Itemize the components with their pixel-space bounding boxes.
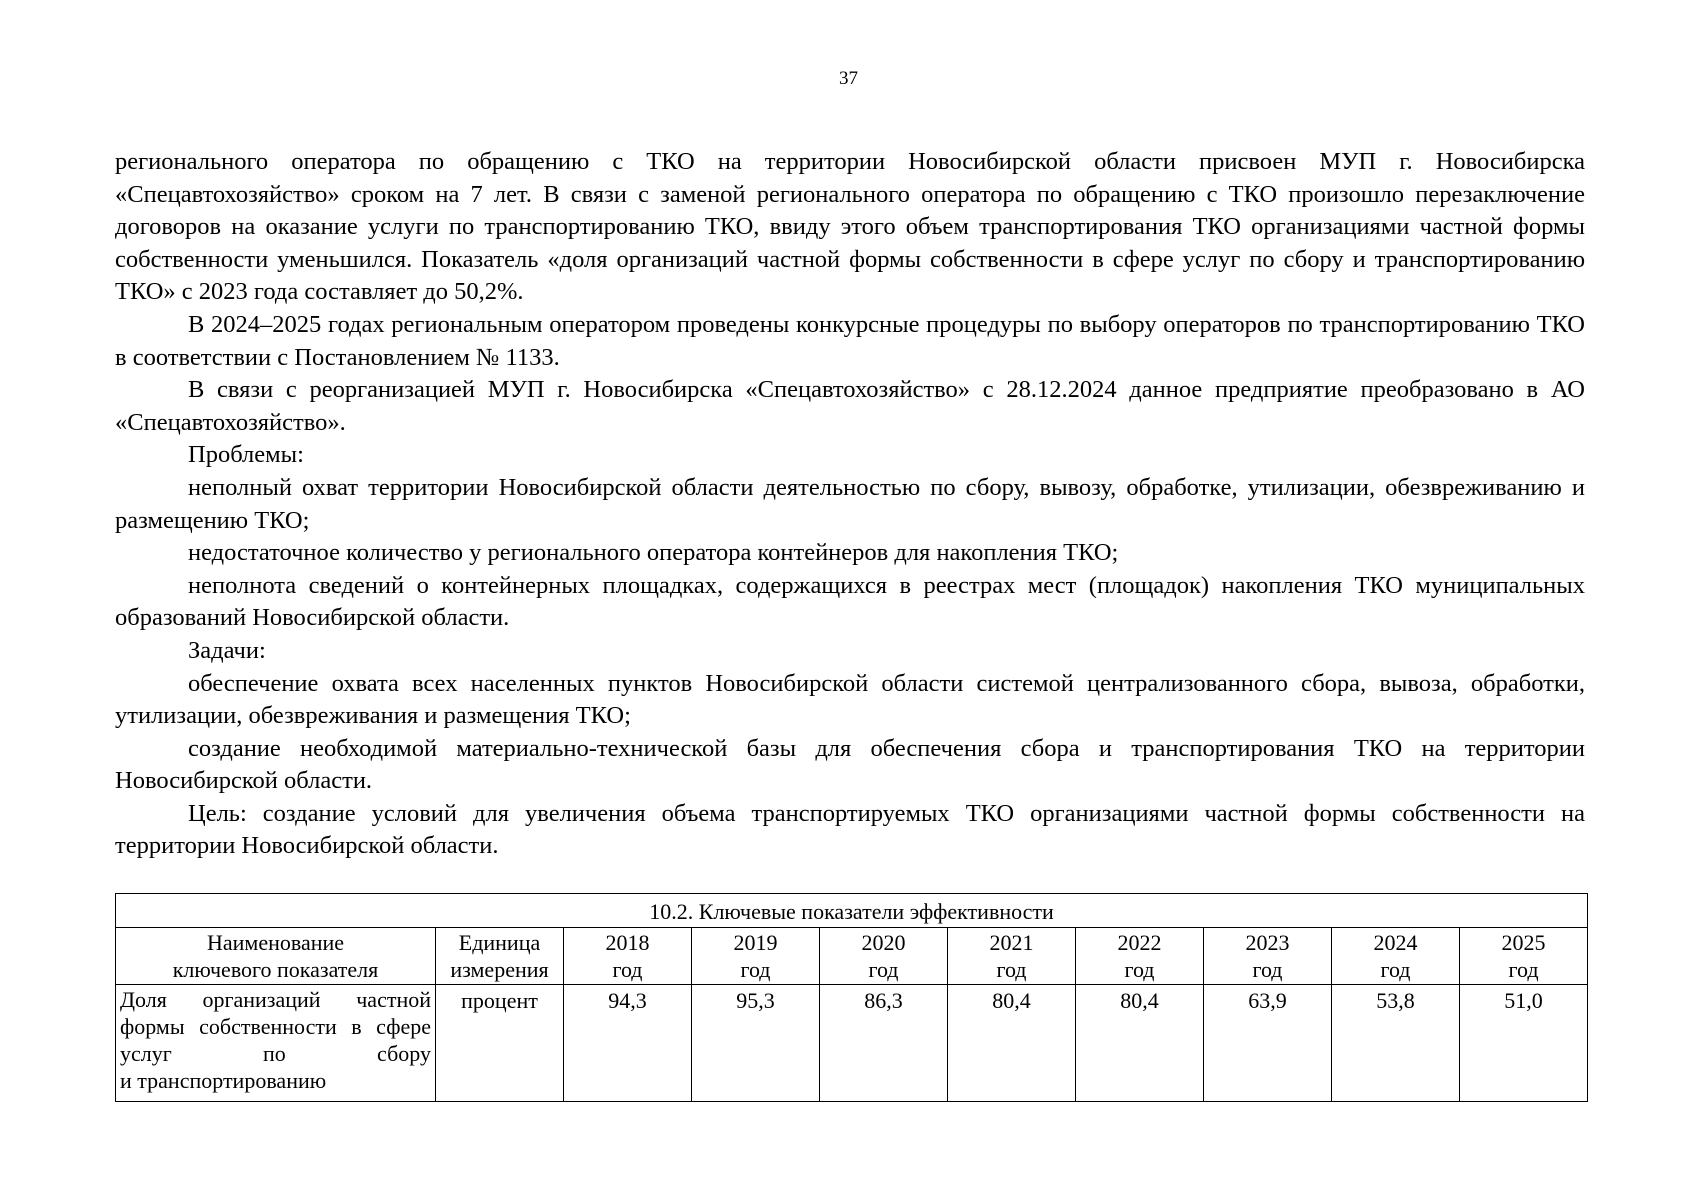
header-year: [820, 928, 948, 985]
header-year-value: 2023: [1245, 930, 1290, 955]
list-item: обеспечение охвата всех населенных пунктов Новосибирской области системой централизованного сбора, вывоза, обработки, утилизации, обезвреживания и размещения ТКО;: [115, 669, 1585, 730]
section-heading-tasks: Задачи:: [188, 636, 266, 664]
value-cell: 94,3: [564, 985, 692, 1102]
header-year: [1076, 928, 1204, 985]
header-year-value: 2019: [733, 930, 778, 955]
header-unit-line2: измерения: [450, 957, 549, 982]
header-year-suffix: год: [1124, 957, 1155, 982]
table-caption-row: [116, 894, 1588, 928]
header-year-value: 2025: [1501, 930, 1546, 955]
header-unit-line1: Единица: [458, 930, 541, 955]
list-item: неполнота сведений о контейнерных площадках, содержащихся в реестрах мест (площадок) накопления ТКО муниципальных образований Новосибирской области.: [115, 571, 1585, 632]
value-cell: 86,3: [820, 985, 948, 1102]
value-cell: 95,3: [692, 985, 820, 1102]
paragraph: В связи с реорганизацией МУП г. Новосибирска «Спецавтохозяйство» с 28.12.2024 данное предприятие преобразовано в АО «Спецавтохозяйство».: [115, 376, 1585, 436]
header-unit: [436, 928, 564, 985]
header-year-value: 2020: [861, 930, 906, 955]
table-row: [116, 985, 1588, 1102]
goal-paragraph: Цель: создание условий для увеличения объема транспортируемых ТКО организациями частной формы собственности на территории Новосибирской области.: [115, 799, 1585, 860]
header-year-suffix: год: [1508, 957, 1539, 982]
page-number: 37: [839, 68, 858, 89]
header-year: [1460, 928, 1588, 985]
header-year-suffix: год: [740, 957, 771, 982]
section-heading-problems: Проблемы:: [188, 441, 304, 469]
list-item: создание необходимой материально-технической базы для обеспечения сбора и транспортирования ТКО на территории Новосибирской области.: [115, 734, 1585, 795]
list-item: неполный охват территории Новосибирской области деятельностью по сбору, вывозу, обработке, утилизации, обезвреживанию и размещению ТКО;: [115, 473, 1585, 534]
indicator-name-cell: [116, 985, 436, 1102]
header-year-suffix: год: [1380, 957, 1411, 982]
value-cell: 80,4: [948, 985, 1076, 1102]
indicator-name-last-line: и транспортированию: [120, 1068, 327, 1093]
unit-cell: процент: [436, 985, 564, 1102]
header-year-value: 2018: [605, 930, 650, 955]
header-year-value: 2024: [1373, 930, 1418, 955]
header-year-suffix: год: [996, 957, 1027, 982]
paragraph: регионального оператора по обращению с ТКО на территории Новосибирской области присвоен МУП г. Новосибирска «Спецавтохозяйство» сроком на 7 лет. В связи с заменой регионального оператора по обращению с ТКО произошло перезаключение договоров на оказание услуги по транспортированию ТКО, ввиду этого объем транспортирования ТКО организациями частной формы собственности уменьшился. Показатель «доля организаций частной формы собственности в сфере услуг по сбору и транспортированию ТКО» с 2023 года составляет до 50,2%.: [115, 148, 1585, 306]
value-cell: 51,0: [1460, 985, 1588, 1102]
list-item: недостаточное количество у регионального оператора контейнеров для накопления ТКО;: [188, 539, 1119, 567]
body-text: [115, 146, 1585, 863]
header-year: [948, 928, 1076, 985]
header-indicator-line1: Наименование: [206, 930, 345, 955]
value-cell: 63,9: [1204, 985, 1332, 1102]
value-cell: 80,4: [1076, 985, 1204, 1102]
indicator-name: Доля организаций частной формы собственности в сфере услуг по сбору: [120, 987, 431, 1066]
header-year-value: 2022: [1117, 930, 1162, 955]
header-year-suffix: год: [612, 957, 643, 982]
header-year: [564, 928, 692, 985]
kpi-table: [115, 893, 1588, 1102]
table-caption: 10.2. Ключевые показатели эффективности: [116, 894, 1588, 928]
header-year-value: 2021: [989, 930, 1034, 955]
header-year: [1332, 928, 1460, 985]
paragraph: В 2024–2025 годах региональным оператором проведены конкурсные процедуры по выбору операторов по транспортированию ТКО в соответствии с Постановлением № 1133.: [115, 310, 1585, 371]
header-year-suffix: год: [868, 957, 899, 982]
value-cell: 53,8: [1332, 985, 1460, 1102]
header-indicator-line2: ключевого показателя: [172, 957, 379, 982]
header-indicator: [116, 928, 436, 985]
header-year: [1204, 928, 1332, 985]
table-header-row: [116, 928, 1588, 985]
header-year-suffix: год: [1252, 957, 1283, 982]
header-year: [692, 928, 820, 985]
